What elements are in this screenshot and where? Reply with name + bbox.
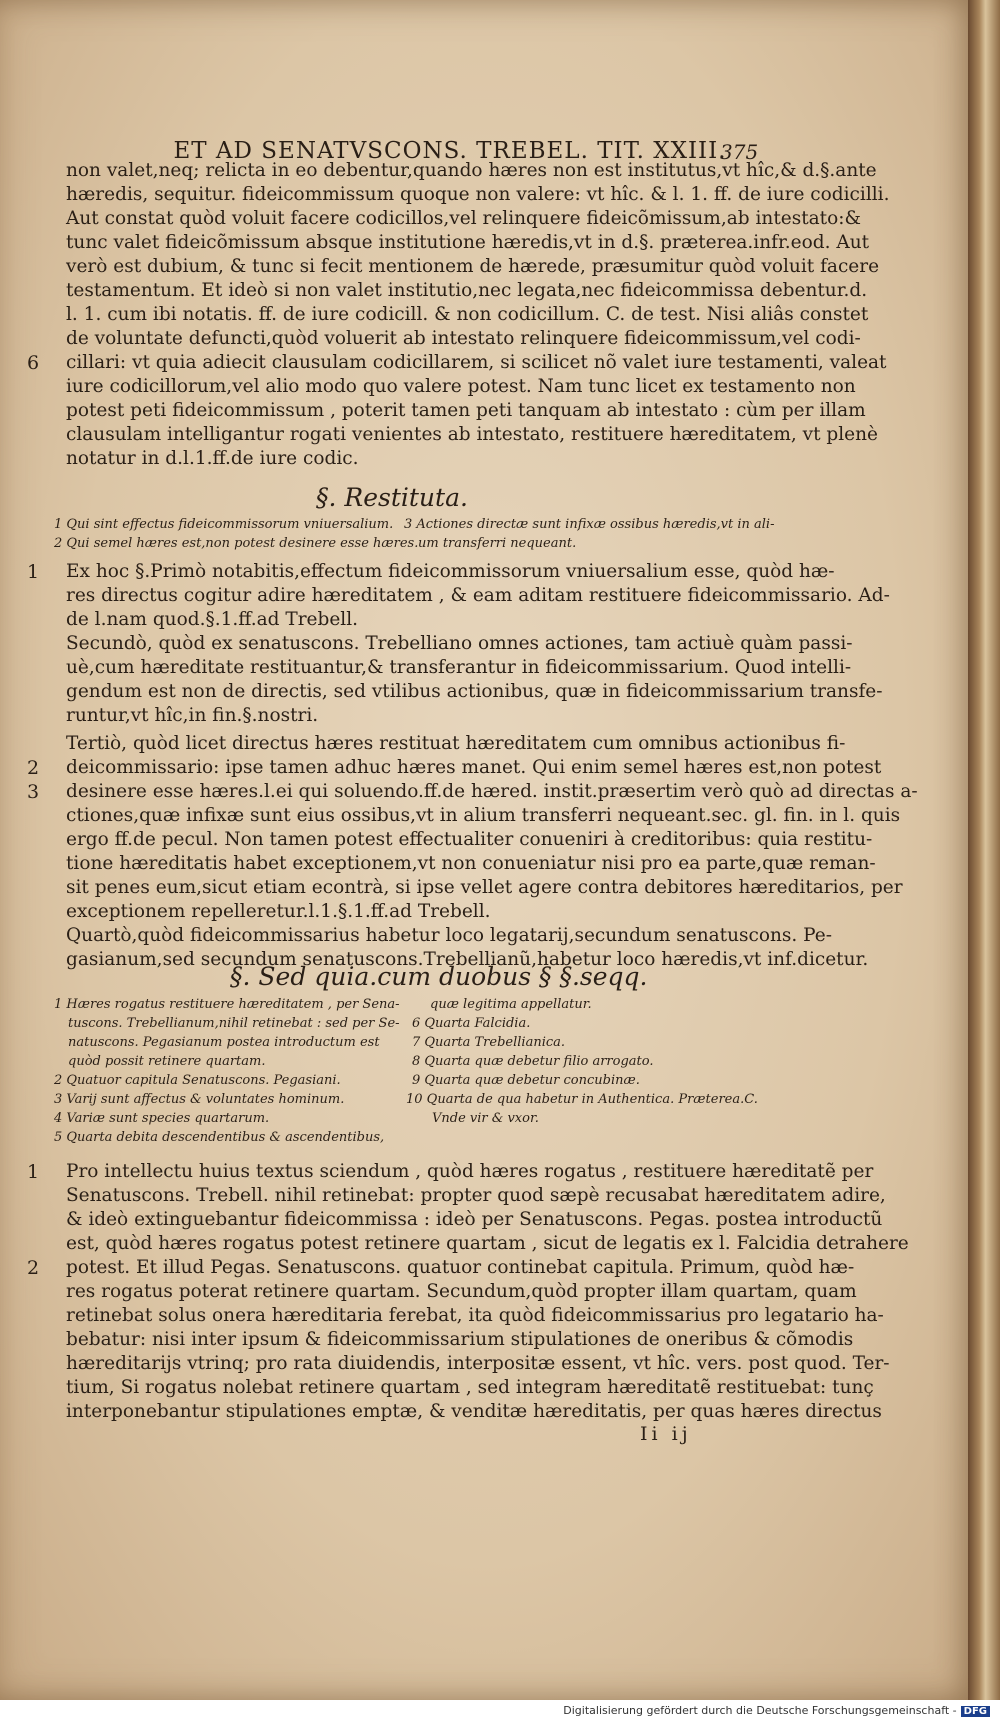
text-line: testamentum. Et ideò si non valet institutio,nec legata,nec fideicommissa debentur.d. (66, 280, 868, 301)
text-line: est, quòd hæres rogatus potest retinere quartam , sicut de legatis ex l. Falcidia detrahere (66, 1233, 909, 1254)
text-line: gasianum,sed secundum senatuscons.Trebellianũ,habetur loco hæredis,vt inf.dicetur. (66, 949, 869, 970)
text-line: desinere esse hæres.l.ei qui soluendo.ff.de hæred. instit.præsertim verò quò ad directas a- (66, 781, 918, 802)
text-line: uè,cum hæreditate restituantur,& transferantur in fideicommissarium. Quod intelli- (66, 657, 852, 678)
text-line: l. 1. cum ibi notatis. ff. de iure codicill. & non codicillum. C. de test. Nisi aliâs constet (66, 304, 869, 325)
dfg-logo: DFG (961, 1706, 990, 1717)
summary-item: um transferri nequeant. (418, 536, 577, 551)
footer-text: Digitalisierung gefördert durch die Deutsche Forschungsgemeinschaft - (563, 1704, 957, 1717)
text-line: & ideò extinguebantur fideicommissa : ideò per Senatuscons. Pegas. postea introductũ (66, 1209, 883, 1230)
text-line: Ex hoc §.Primò notabitis,effectum fideicommissorum vniuersalium esse, quòd hæ- (66, 561, 835, 582)
book-edge (968, 0, 1000, 1700)
text-line: interponebantur stipulationes emptæ, & venditæ hæreditatis, per quas hæres directus (66, 1401, 882, 1422)
text-line: Tertiò, quòd licet directus hæres restituat hæreditatem cum omnibus actionibus fi- (66, 733, 846, 754)
text-line: retinebat solus onera hæreditaria ferebat, ita quòd fideicommissarius pro legatario ha- (66, 1305, 884, 1326)
text-line: cillari: vt quia adiecit clausulam codicillarem, si scilicet nõ valet iure testamenti, valeat (66, 352, 887, 373)
text-line: sit penes eum,sicut etiam econtrà, si ipse vellet agere contra debitores hæreditarios, per (66, 877, 903, 898)
text-line: tium, Si rogatus nolebat retinere quartam , sed integram hæreditatẽ restituebat: tunç (66, 1377, 874, 1398)
summary-item: quòd possit retinere quartam. (68, 1054, 266, 1069)
summary-item: quæ legitima appellatur. (430, 997, 592, 1012)
text-line: hæredis, sequitur. fideicommissum quoque non valere: vt hîc. & l. 1. ff. de iure codicilli. (66, 184, 890, 205)
text-line: res rogatus poterat retinere quartam. Secundum,quòd propter illam quartam, quam (66, 1281, 857, 1302)
text-line: ctiones,quæ infixæ sunt eius ossibus,vt in alium transferri nequeant.sec. gl. fin. in l. quis (66, 805, 901, 826)
text-line: potest. Et illud Pegas. Senatuscons. quatuor continebat capitula. Primum, quòd hæ- (66, 1257, 855, 1278)
section-heading: §. Restituta. (316, 483, 468, 512)
text-line: verò est dubium, & tunc si fecit mentionem de hærede, præsumitur quòd voluit facere (66, 256, 880, 277)
text-line: Quartò,quòd fideicommissarius habetur loco legatarij,secundum senatuscons. Pe- (66, 925, 832, 946)
summary-item: 3 Varij sunt affectus & voluntates hominum. (54, 1092, 345, 1107)
text-line: tione hæreditatis habet exceptionem,vt non conueniatur nisi pro ea parte,quæ reman- (66, 853, 876, 874)
text-line: res directus cogitur adire hæreditatem , & eam aditam restituere fideicommissario. Ad- (66, 585, 890, 606)
summary-item: 7 Quarta Trebellianica. (412, 1035, 566, 1050)
summary-item: 1 Hæres rogatus restituere hæreditatem , per Sena- (54, 997, 400, 1012)
margin-number: 1 (27, 1161, 40, 1183)
text-line: de voluntate defuncti,quòd voluerit ab intestato relinquere fideicommissum,vel codi- (66, 328, 861, 349)
footer-credit (563, 1704, 990, 1717)
text-line: exceptionem repelleretur.l.1.§.1.ff.ad Trebell. (66, 901, 491, 922)
margin-number: 6 (27, 352, 40, 374)
summary-item: 4 Variæ sunt species quartarum. (54, 1111, 270, 1126)
summary-item: 1 Qui sint effectus fideicommissorum vniuersalium. (54, 517, 394, 532)
text-line: bebatur: nisi inter ipsum & fideicommissarium stipulationes de oneribus & cõmodis (66, 1329, 854, 1350)
page-number: 375 (720, 140, 759, 164)
text-line: gendum est non de directis, sed vtilibus actionibus, quæ in fideicommissarium transfe- (66, 681, 883, 702)
summary-item: Vnde vir & vxor. (432, 1111, 539, 1126)
text-line: hæreditarijs vtrinq; pro rata diuidendis, interpositæ essent, vt hîc. vers. post quod. Ter- (66, 1353, 890, 1374)
text-line: iure codicillorum,vel alio modo quo valere potest. Nam tunc licet ex testamento non (66, 376, 856, 397)
text-line: Aut constat quòd voluit facere codicillos,vel relinquere fideicõmissum,ab intestato:& (66, 208, 861, 229)
text-line: Senatuscons. Trebell. nihil retinebat: propter quod sæpè recusabat hæreditatem adire, (66, 1185, 886, 1206)
text-line: Pro intellectu huius textus sciendum , quòd hæres rogatus , restituere hæreditatẽ per (66, 1161, 874, 1182)
summary-item: 8 Quarta quæ debetur filio arrogato. (412, 1054, 654, 1069)
summary-item: tuscons. Trebellianum,nihil retinebat : sed per Se- (68, 1016, 400, 1031)
text-line: clausulam intelligantur rogati venientes ab intestato, restituere hæreditatem, vt plenè (66, 424, 878, 445)
margin-number: 2 (27, 757, 40, 779)
margin-number: 3 (27, 781, 40, 803)
signature-mark: Ii ij (640, 1423, 692, 1445)
summary-item: 6 Quarta Falcidia. (412, 1016, 531, 1031)
text-line: de l.nam quod.§.1.ff.ad Trebell. (66, 609, 358, 630)
summary-item: 2 Quatuor capitula Senatuscons. Pegasiani. (54, 1073, 341, 1088)
text-line: notatur in d.l.1.ff.de iure codic. (66, 448, 359, 469)
section-heading: §. Sed quia.cum duobus § §.seqq. (230, 962, 648, 991)
summary-item: natuscons. Pegasianum postea introductum est (68, 1035, 380, 1050)
text-line: non valet,neq; relicta in eo debentur,quando hæres non est institutus,vt hîc,& d.§.ante (66, 160, 877, 181)
summary-item: 3 Actiones directæ sunt infixæ ossibus hæredis,vt in ali- (404, 517, 775, 532)
summary-item: 2 Qui semel hæres est,non potest desinere esse hæres. (54, 536, 419, 551)
running-head: ET AD SENATVSCONS. TREBEL. TIT. XXIII. (173, 138, 727, 164)
text-line: runtur,vt hîc,in fin.§.nostri. (66, 705, 319, 726)
footer-bar (0, 1700, 1000, 1724)
margin-number: 1 (27, 561, 40, 583)
text-line: deicommissario: ipse tamen adhuc hæres manet. Qui enim semel hæres est,non potest (66, 757, 882, 778)
text-line: potest peti fideicommissum , poterit tamen peti tanquam ab intestato : cùm per illam (66, 400, 866, 421)
summary-item: 5 Quarta debita descendentibus & ascendentibus, (54, 1130, 385, 1145)
summary-item: 10 Quarta de qua habetur in Authentica. Præterea.C. (406, 1092, 758, 1107)
summary-item: 9 Quarta quæ debetur concubinæ. (412, 1073, 640, 1088)
text-line: tunc valet fideicõmissum absque institutione hæredis,vt in d.§. præterea.infr.eod. Aut (66, 232, 870, 253)
margin-number: 2 (27, 1257, 40, 1279)
text-line: ergo ff.de pecul. Non tamen potest effectualiter conueniri à creditoribus: quia restitu- (66, 829, 873, 850)
text-line: Secundò, quòd ex senatuscons. Trebelliano omnes actiones, tam actiuè quàm passi- (66, 633, 853, 654)
